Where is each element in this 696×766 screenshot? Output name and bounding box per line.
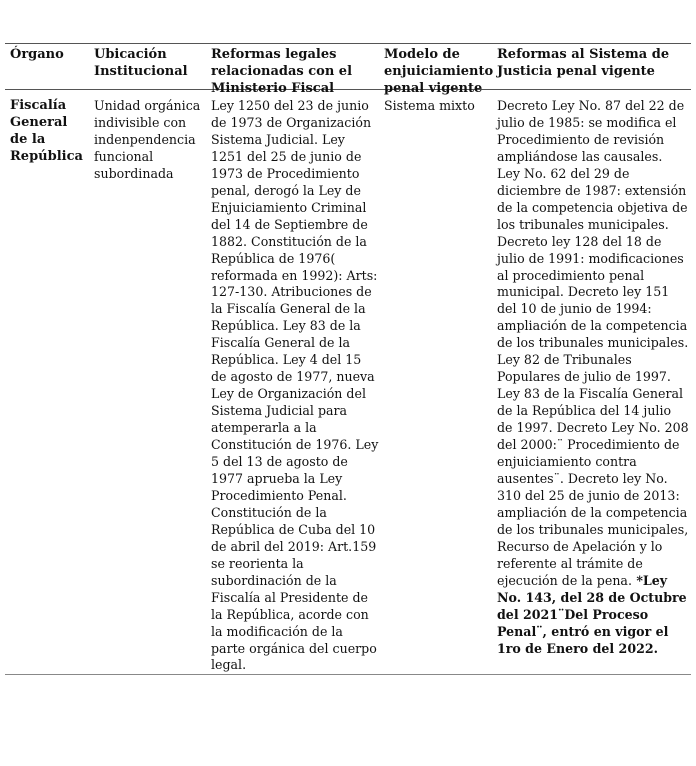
cell-ubicacion: Unidad orgánica indivisible con indenpendencia funcional subordinada [94, 98, 201, 181]
cell-modelo: Sistema mixto [384, 98, 475, 113]
header-reformas-sistema: Reformas al Sistema de Justicia penal vigente [497, 47, 670, 79]
table-row [5, 90, 691, 674]
header-modelo: Modelo de enjuiciamiento penal vigente [384, 47, 494, 96]
header-reformas-legales: Reformas legales relacionadas con el Ministerio Fiscal [211, 47, 353, 96]
cell-reformas-sistema [492, 90, 691, 674]
table-header-row [5, 44, 691, 96]
reformas-sistema-text: Decreto Ley No. 87 del 22 de julio de 1985: se modifica el Procedimiento de revisión ampliándose las causales. Ley No. 62 del 29 de diciembre de 1987: extensión de la competencia objetiva de los tribunales municipales. Decreto ley 128 del 18 de julio de 1991: modificaciones al procedimiento penal municipal. Decreto ley 151 del 10 de junio de 1994: ampliación de la competencia de los tribunales municipales. Ley 82 de Tribunales Populares de julio de 1997. Ley 83 de la Fiscalía General de la República del 14 julio de 1997. Decreto Ley No. 208 del 2000:¨ Procedimiento de enjuiciamiento contra ausentes¨. Decreto ley No. 310 del 25 de junio de 2013: ampliación de la competencia de los tribunales municipales, Recurso de Apelación y lo referente al trámite de ejecución de la pena. [497, 98, 689, 588]
reformas-sistema-bold-text: *Ley No. 143, del 28 de Octubre del 2021¨Del Proceso Penal¨, entró en vigor el 1ro de Enero del 2022. [497, 572, 687, 656]
header-organo: Órgano [10, 47, 64, 62]
header-ubicacion: Ubicación Institucional [94, 47, 188, 79]
cell-reformas-legales: Ley 1250 del 23 de junio de 1973 de Organización Sistema Judicial. Ley 1251 del 25 de junio de 1973 de Procedimiento penal, derogó la Ley de Enjuiciamiento Criminal del 14 de Septiembre de 1882. Constitución de la República de 1976( reformada en 1992): Arts: 127-130. Atribuciones de la Fiscalía General de la República. Ley 83 de la Fiscalía General de la República. Ley 4 del 15 de agosto de 1977, nueva Ley de Organización del Sistema Judicial para atemperarla a la Constitución de 1976. Ley 5 del 13 de agosto de 1977 aprueba la Ley Procedimiento Penal. Constitución de la República de Cuba del 10 de abril del 2019: Art.159 se reorienta la subordinación de la Fiscalía al Presidente de la República, acorde con la modificación de la parte orgánica del cuerpo legal. [211, 98, 379, 673]
cell-organo: Fiscalía General de la República [10, 98, 83, 164]
legal-reforms-table [5, 43, 691, 675]
